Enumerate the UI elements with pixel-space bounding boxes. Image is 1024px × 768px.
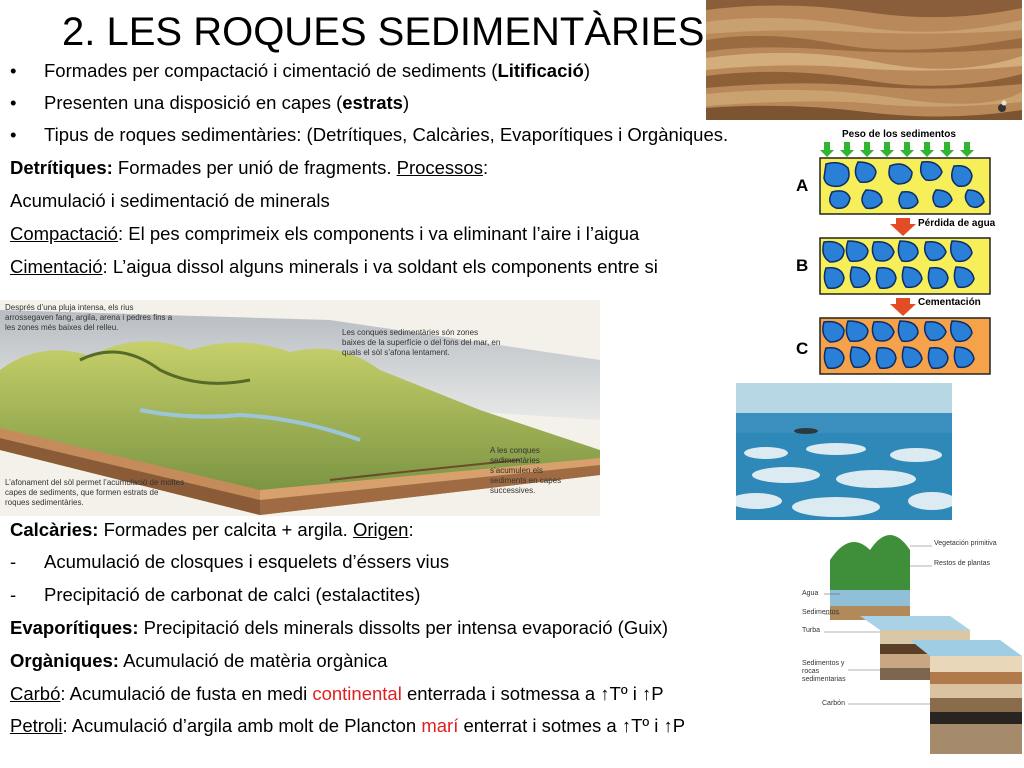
arrow-ab xyxy=(890,218,916,236)
arrow-bc xyxy=(890,298,916,316)
coal-label-sed-rocas: Sedimentos y rocas sedimentarias xyxy=(802,660,846,683)
page-title: 2. LES ROQUES SEDIMENTÀRIES xyxy=(62,10,705,54)
calcaries-heading: Calcàries: Formades per calcita + argila. Origen: xyxy=(10,519,414,540)
bullet-2: • Presenten una disposició en capes (estrats) xyxy=(10,92,410,113)
bullet-dot: • xyxy=(10,92,17,113)
bullet-3: • Tipus de roques sedimentàries: (Detrítiques, Calcàries, Evaporítiques i Orgàniques. xyxy=(10,124,729,145)
diagram-letter-b: B xyxy=(796,256,809,275)
evaporitiques-line: Evaporítiques: Precipitació dels minerals dissolts per intensa evaporació (Guix) xyxy=(10,617,669,638)
diagram-label-peso: Peso de los sedimentos xyxy=(842,129,956,140)
landscape-label-top-right: Les conques sedimentàries són zones baixes de la superfície o del fons del mar, en quals el sòl s’afona lentament. xyxy=(342,328,501,357)
coal-label-sedimentos: Sedimentos xyxy=(802,609,839,616)
coal-label-carbon: Carbón xyxy=(822,700,845,707)
diagram-label-perdida: Pérdida de agua xyxy=(918,218,996,229)
coal-label-turba: Turba xyxy=(802,627,821,634)
diagram-letter-c: C xyxy=(796,339,809,358)
weight-arrows xyxy=(820,142,974,157)
detritiques-heading: Detrítiques: Formades per unió de fragments. Processos: xyxy=(10,157,489,178)
sedimentary-basin-illustration xyxy=(0,300,600,516)
petroli-line: Petroli: Acumulació d’argila amb molt de Plancton marí enterrat i sotmes a ↑Tº i ↑P xyxy=(10,715,686,736)
detritiques-acumulacio: Acumulació i sedimentació de minerals xyxy=(10,190,330,211)
calcaries-item-1: - Acumulació de closques i esquelets d’éssers vius xyxy=(10,551,450,572)
bullet-dot: • xyxy=(10,124,17,145)
organiques-line: Orgàniques: Acumulació de matèria orgànica xyxy=(10,650,388,671)
bullet-dot: • xyxy=(10,60,17,81)
carbo-line: Carbó: Acumulació de fusta en medi continental enterrada i sotmessa a ↑Tº i ↑P xyxy=(10,683,664,704)
landscape-label-bottom-left: L’afonament del sòl permet l’acumulació de moltes capes de sediments, que formen estrats de roques sedimentàries. xyxy=(5,478,185,507)
coal-formation-illustration xyxy=(800,520,1024,768)
landscape-label-bottom-right: A les conques sedimentàries s’acumulen els sediments en capes successives. xyxy=(490,446,562,495)
compaction-diagram xyxy=(818,140,994,376)
strata-photo xyxy=(706,0,1022,120)
landscape-label-top-left: Després d’una pluja intensa, els rius arrossegaven fang, argila, arena i pedres fins a les zones més baixes del relleu. xyxy=(5,303,173,332)
evaporite-photo xyxy=(736,383,952,520)
coal-label-vegetacion: Vegetación primitiva xyxy=(934,540,997,547)
bullet-1: • Formades per compactació i cimentació de sediments (Litificació) xyxy=(10,60,590,81)
detritiques-compactacio: Compactació: El pes comprimeix els components i va eliminant l’aire i l’aigua xyxy=(10,223,640,244)
calcaries-item-2: - Precipitació de carbonat de calci (estalactites) xyxy=(10,584,421,605)
detritiques-cimentacio: Cimentació: L’aigua dissol alguns minerals i va soldant els components entre si xyxy=(10,256,658,277)
coal-label-restos: Restos de plantas xyxy=(934,560,991,567)
diagram-label-cementacion: Cementación xyxy=(918,297,981,308)
coal-label-agua: Agua xyxy=(802,590,819,597)
diagram-letter-a: A xyxy=(796,176,809,195)
